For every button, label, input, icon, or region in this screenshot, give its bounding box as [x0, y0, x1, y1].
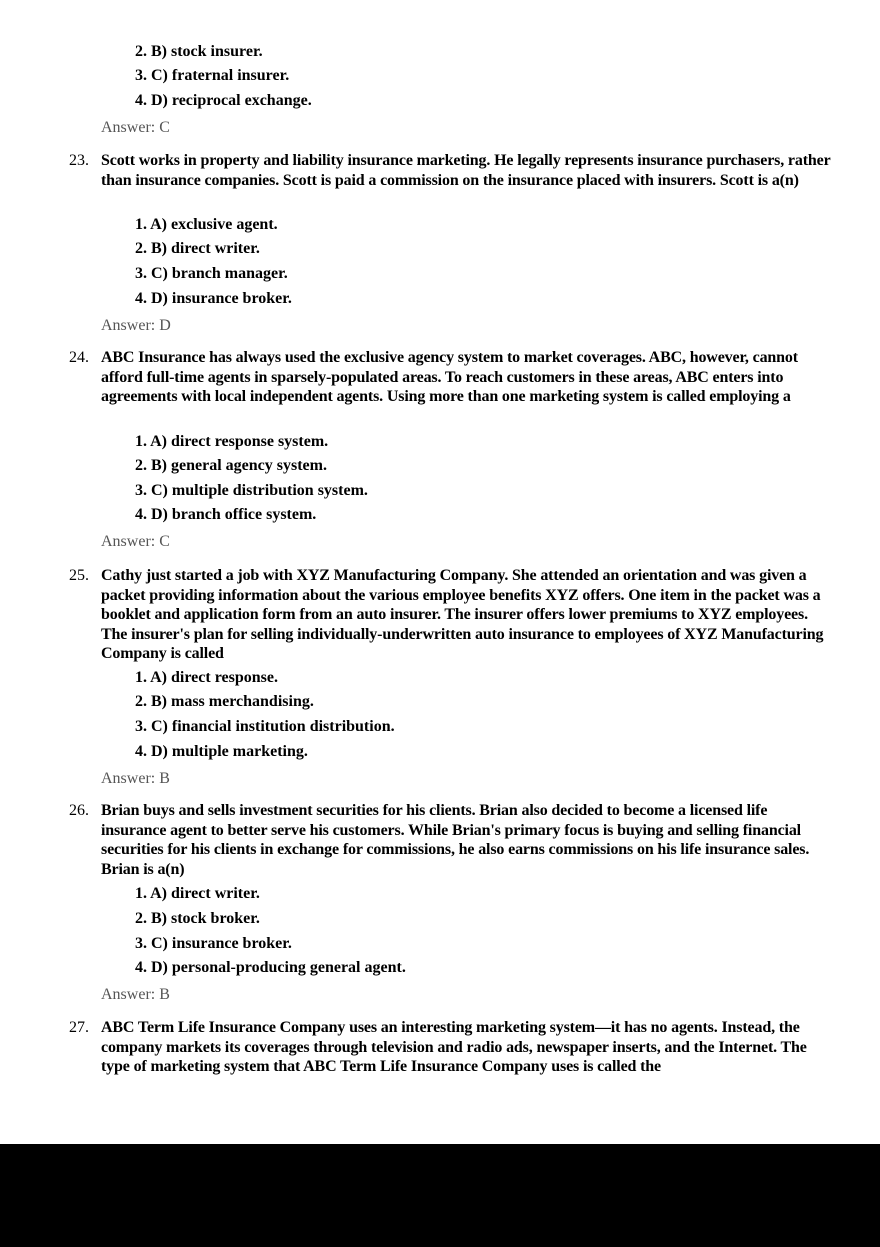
option-c: 3. C) branch manager.	[135, 265, 288, 282]
option-a: 1. A) exclusive agent.	[135, 216, 278, 233]
option-b: 2. B) stock insurer.	[135, 43, 263, 60]
question-number: 23.	[69, 152, 89, 169]
option-d: 4. D) reciprocal exchange.	[135, 92, 312, 109]
answer-line: Answer: B	[101, 986, 170, 1003]
answer-line: Answer: B	[101, 770, 170, 787]
question-number: 24.	[69, 349, 89, 366]
option-d: 4. D) insurance broker.	[135, 290, 292, 307]
option-c: 3. C) financial institution distribution.	[135, 718, 395, 735]
question-stem: Cathy just started a job with XYZ Manufacturing Company. She attended an orientation and was given a packet providing information about the various employee benefits XYZ offers. One item in the packet was a booklet and application form from an auto insurer. The insurer offers lower premiums to XYZ employees. The insurer's plan for selling individually-underwritten auto insurance to employees of XYZ Manufacturing Company is called	[101, 567, 824, 663]
option-b: 2. B) mass merchandising.	[135, 693, 314, 710]
option-b: 2. B) stock broker.	[135, 910, 260, 927]
option-c: 3. C) insurance broker.	[135, 935, 292, 952]
option-d: 4. D) branch office system.	[135, 506, 317, 523]
question-number: 25.	[69, 567, 89, 584]
option-c: 3. C) multiple distribution system.	[135, 482, 368, 499]
option-d: 4. D) personal-producing general agent.	[135, 959, 406, 976]
question-stem: Brian buys and sells investment securities for his clients. Brian also decided to become a licensed life insurance agent to better serve his customers. While Brian's primary focus is buying and selling financial securities for his clients in exchange for commissions, he also earns commissions on his life insurance sales. Brian is a(n)	[101, 802, 810, 878]
question-stem: Scott works in property and liability insurance marketing. He legally represents insurance purchasers, rather than insurance companies. Scott is paid a commission on the insurance placed with insurers. Scott is a(n)	[101, 152, 831, 189]
question-stem: ABC Insurance has always used the exclusive agency system to market coverages. ABC, however, cannot afford full-time agents in sparsely-populated areas. To reach customers in these areas, ABC enters into agreements with local independent agents. Using more than one marketing system is called employing a	[101, 349, 798, 406]
answer-line: Answer: C	[101, 533, 170, 550]
question-number: 26.	[69, 802, 89, 819]
option-b: 2. B) general agency system.	[135, 457, 327, 474]
option-a: 1. A) direct response.	[135, 669, 278, 686]
question-stem: ABC Term Life Insurance Company uses an interesting marketing system—it has no agents. Instead, the company markets its coverages through television and radio ads, newspaper inserts, and the Internet. The type of marketing system that ABC Term Life Insurance Company uses is called the	[101, 1019, 807, 1076]
question-number: 27.	[69, 1019, 89, 1036]
option-d: 4. D) multiple marketing.	[135, 743, 308, 760]
option-a: 1. A) direct response system.	[135, 433, 329, 450]
option-b: 2. B) direct writer.	[135, 240, 260, 257]
option-c: 3. C) fraternal insurer.	[135, 67, 290, 84]
option-a: 1. A) direct writer.	[135, 885, 260, 902]
answer-line: Answer: C	[101, 119, 170, 136]
answer-line: Answer: D	[101, 317, 171, 334]
black-bottom-band	[0, 1144, 880, 1247]
